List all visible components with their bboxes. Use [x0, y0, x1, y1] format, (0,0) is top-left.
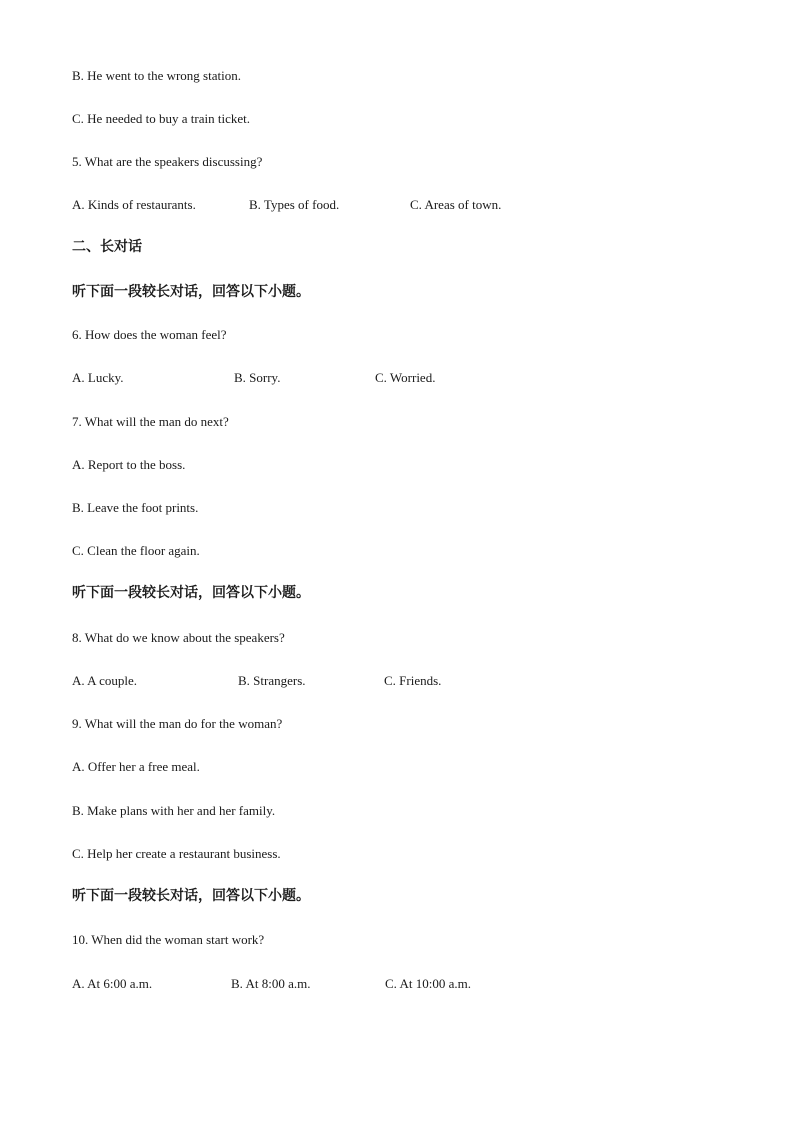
- q10-option-a: A. At 6:00 a.m.: [72, 976, 153, 991]
- q5-option-b: B. Types of food.: [249, 197, 340, 212]
- q5-question: 5. What are the speakers discussing?: [72, 154, 263, 169]
- q5-option-a: A. Kinds of restaurants.: [72, 197, 196, 212]
- q10-option-b: B. At 8:00 a.m.: [231, 976, 311, 991]
- q9-question: 9. What will the man do for the woman?: [72, 716, 283, 731]
- section-title-long-dialogue: 二、长对话: [72, 239, 142, 255]
- q8-option-c: C. Friends.: [384, 673, 442, 688]
- q6-option-a: A. Lucky.: [72, 370, 124, 385]
- q7-option-a: A. Report to the boss.: [72, 457, 186, 472]
- q6-option-c: C. Worried.: [375, 370, 436, 385]
- q7-option-c: C. Clean the floor again.: [72, 543, 200, 558]
- q7-option-b: B. Leave the foot prints.: [72, 500, 199, 515]
- q8-option-b: B. Strangers.: [238, 673, 306, 688]
- instruction-3: 听下面一段较长对话，回答以下小题。: [72, 888, 310, 904]
- q7-question: 7. What will the man do next?: [72, 414, 229, 429]
- q9-option-a: A. Offer her a free meal.: [72, 759, 200, 774]
- q4-option-c: C. He needed to buy a train ticket.: [72, 111, 250, 126]
- q10-question: 10. When did the woman start work?: [72, 932, 265, 947]
- q6-option-b: B. Sorry.: [234, 370, 281, 385]
- q8-option-a: A. A couple.: [72, 673, 137, 688]
- q10-option-c: C. At 10:00 a.m.: [385, 976, 471, 991]
- instruction-1: 听下面一段较长对话，回答以下小题。: [72, 284, 310, 300]
- q9-option-b: B. Make plans with her and her family.: [72, 803, 276, 818]
- q8-question: 8. What do we know about the speakers?: [72, 630, 285, 645]
- q4-option-b: B. He went to the wrong station.: [72, 68, 241, 83]
- q6-question: 6. How does the woman feel?: [72, 327, 227, 342]
- q5-option-c: C. Areas of town.: [410, 197, 502, 212]
- instruction-2: 听下面一段较长对话，回答以下小题。: [72, 585, 310, 601]
- q9-option-c: C. Help her create a restaurant business.: [72, 846, 281, 861]
